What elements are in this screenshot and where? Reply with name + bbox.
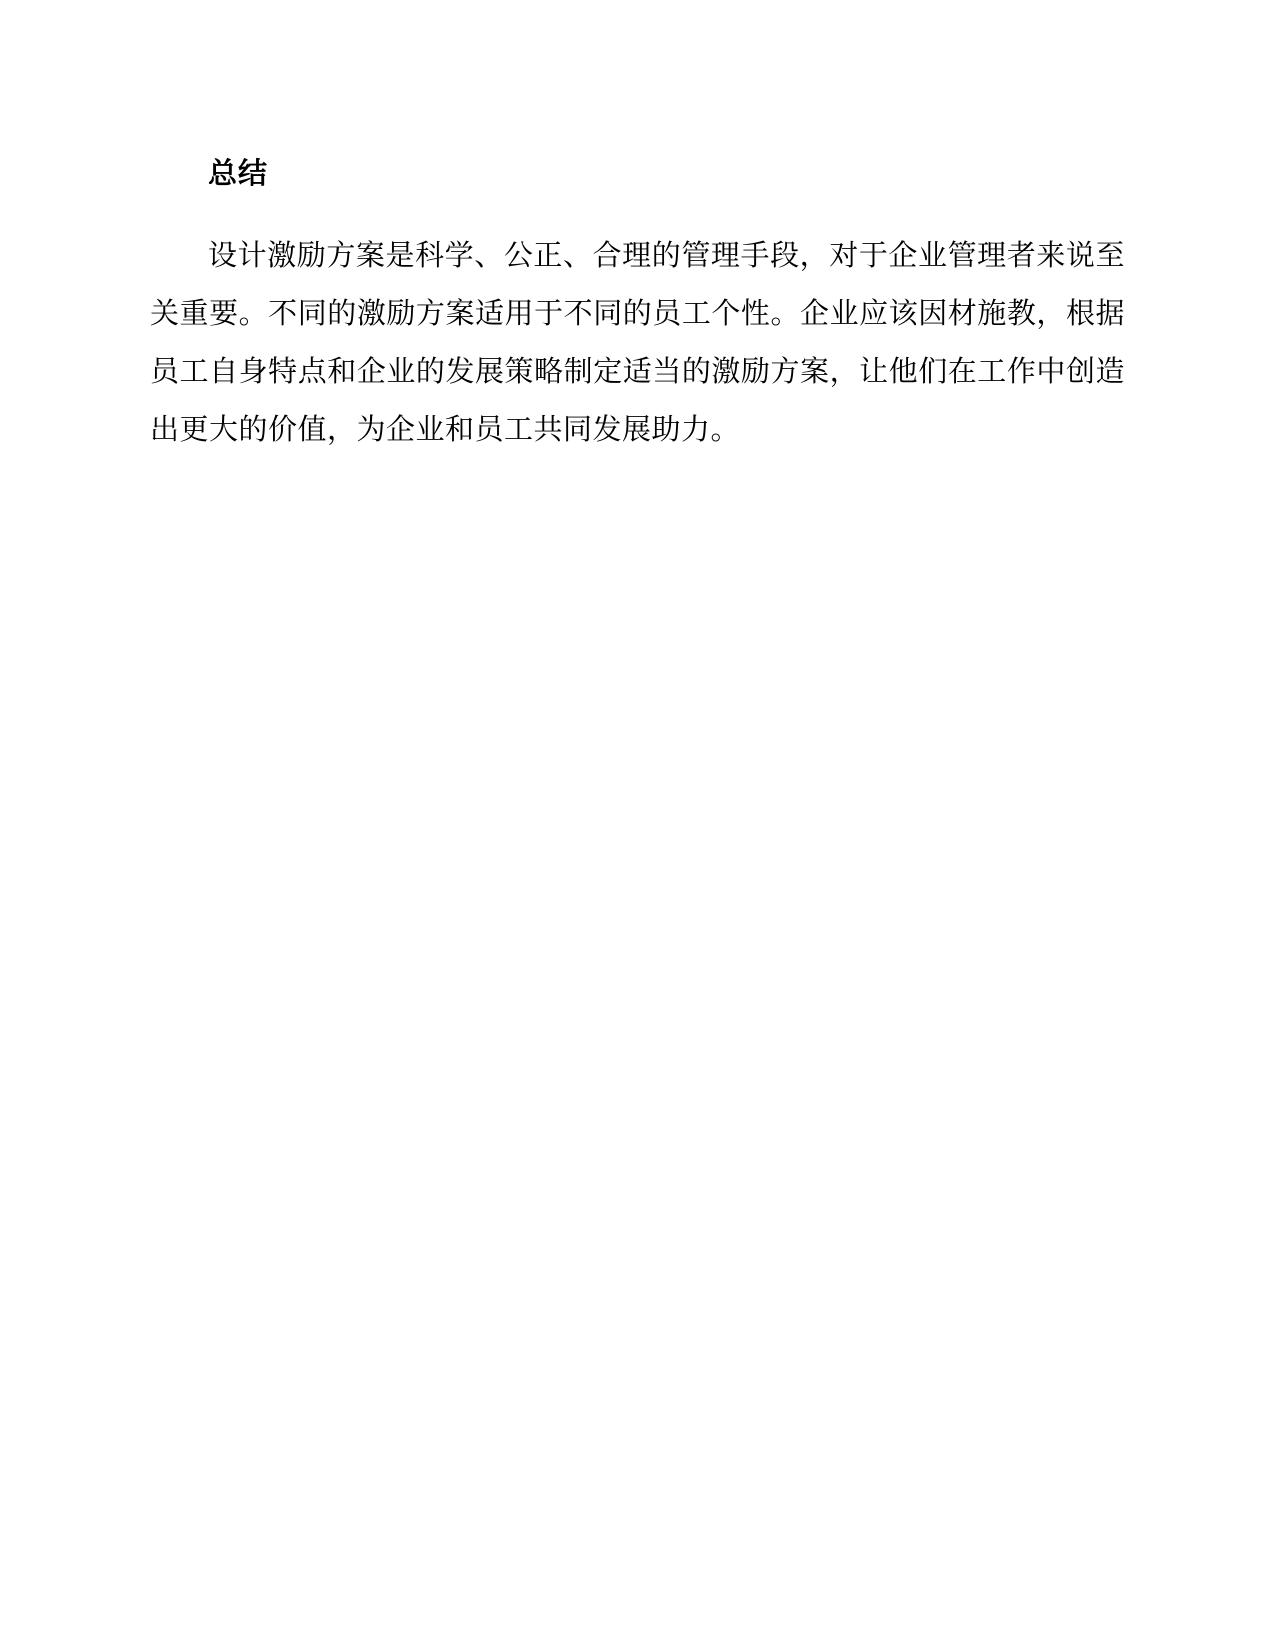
section-heading: 总结 — [208, 158, 269, 190]
document-content — [150, 145, 1125, 459]
body-paragraph: 设计激励方案是科学、公正、合理的管理手段，对于企业管理者来说至关重要。不同的激励方案适用于不同的员工个性。企业应该因材施教，根据员工自身特点和企业的发展策略制定适当的激励方案，让他们在工作中创造出更大的价值，为企业和员工共同发展助力。 — [150, 240, 1125, 446]
